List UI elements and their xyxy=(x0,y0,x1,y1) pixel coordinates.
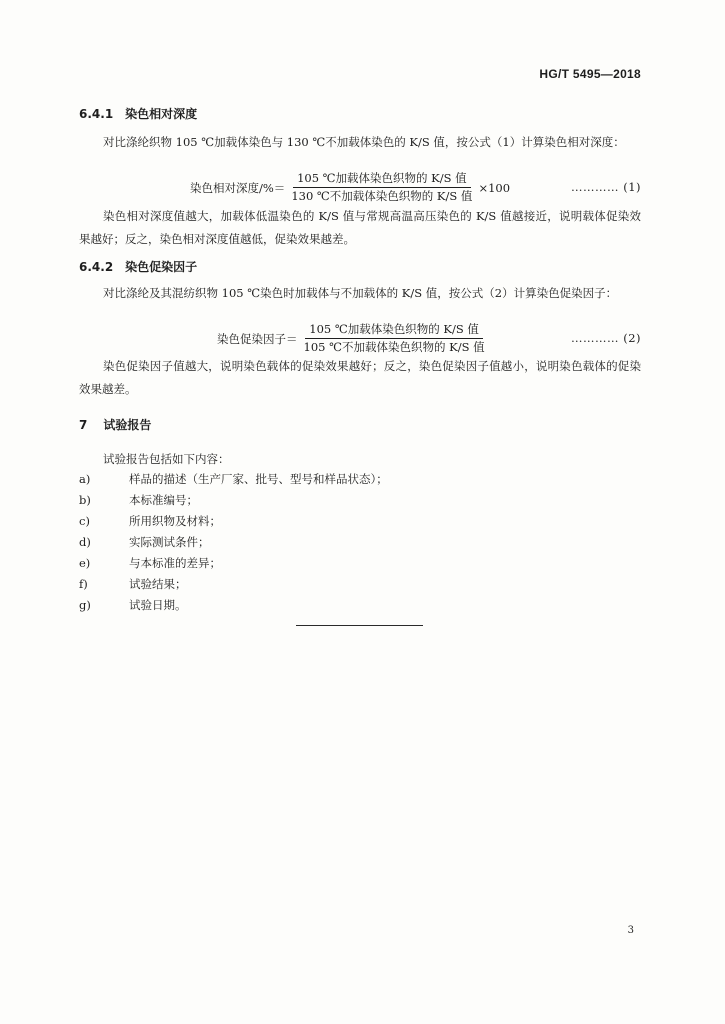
standard-code: HG/T 5495—2018 xyxy=(539,67,641,81)
section-title: 染色相对深度 xyxy=(125,107,198,121)
formula-1-fraction xyxy=(287,171,476,204)
page-number: 3 xyxy=(627,925,634,936)
formula-2-fraction xyxy=(300,322,489,355)
list-item: e) 与本标准的差异； xyxy=(79,556,221,570)
formula-1-lhs: 染色相对深度/%＝ xyxy=(190,180,286,195)
report-contents-list xyxy=(79,469,388,616)
formula-1-denominator: 130 ℃不加载体染色织物的 K/S 值 xyxy=(291,189,473,203)
section-number: 6.4.1 xyxy=(79,107,114,121)
report-list-intro: 试验报告包括如下内容： xyxy=(103,452,230,466)
formula-2 xyxy=(217,322,491,355)
formula-2-numerator: 105 ℃加载体染色织物的 K/S 值 xyxy=(305,322,483,339)
section-number: 7 xyxy=(79,418,88,432)
list-item: a) 样品的描述（生产厂家、批号、型号和样品状态）； xyxy=(79,472,388,486)
section-7-heading xyxy=(79,416,151,433)
list-item: c) 所用织物及材料； xyxy=(79,514,221,528)
formula-2-denominator: 105 ℃不加载体染色织物的 K/S 值 xyxy=(303,340,485,354)
section-6-4-2-heading xyxy=(79,258,197,275)
section-title: 试验报告 xyxy=(103,418,152,432)
formula-1-numerator: 105 ℃加载体染色织物的 K/S 值 xyxy=(293,171,471,188)
equation-number-1: ………… (1) xyxy=(571,180,641,194)
formula-1 xyxy=(190,171,510,204)
list-item: g) 试验日期。 xyxy=(79,598,187,612)
section-6-4-2-intro: 对比涤纶及其混纺织物 105 ℃染色时加载体与不加载体的 K/S 值，按公式（2）计算染色促染因子： xyxy=(103,286,618,300)
formula-2-lhs: 染色促染因子＝ xyxy=(217,331,298,346)
section-6-4-2-note: 染色促染因子值越大，说明染色载体的促染效果越好；反之，染色促染因子值越小，说明染色载体的促染效果越差。 xyxy=(79,359,641,396)
section-6-4-1-heading xyxy=(79,105,197,122)
section-6-4-1-intro: 对比涤纶织物 105 ℃加载体染色与 130 ℃不加载体染色的 K/S 值，按公式（1）计算染色相对深度： xyxy=(103,135,625,149)
end-of-document-rule xyxy=(296,625,423,626)
formula-1-rhs: ×100 xyxy=(478,180,511,195)
section-number: 6.4.2 xyxy=(79,260,114,274)
section-6-4-1-note: 染色相对深度值越大，加载体低温染色的 K/S 值与常规高温高压染色的 K/S 值越接近，说明载体促染效果越好；反之，染色相对深度值越低，促染效果越差。 xyxy=(79,209,641,246)
equation-number-2: ………… (2) xyxy=(571,331,641,345)
list-item: b) 本标准编号； xyxy=(79,493,198,507)
section-title: 染色促染因子 xyxy=(125,260,198,274)
list-item: d) 实际测试条件； xyxy=(79,535,210,549)
list-item: f) 试验结果； xyxy=(79,577,187,591)
